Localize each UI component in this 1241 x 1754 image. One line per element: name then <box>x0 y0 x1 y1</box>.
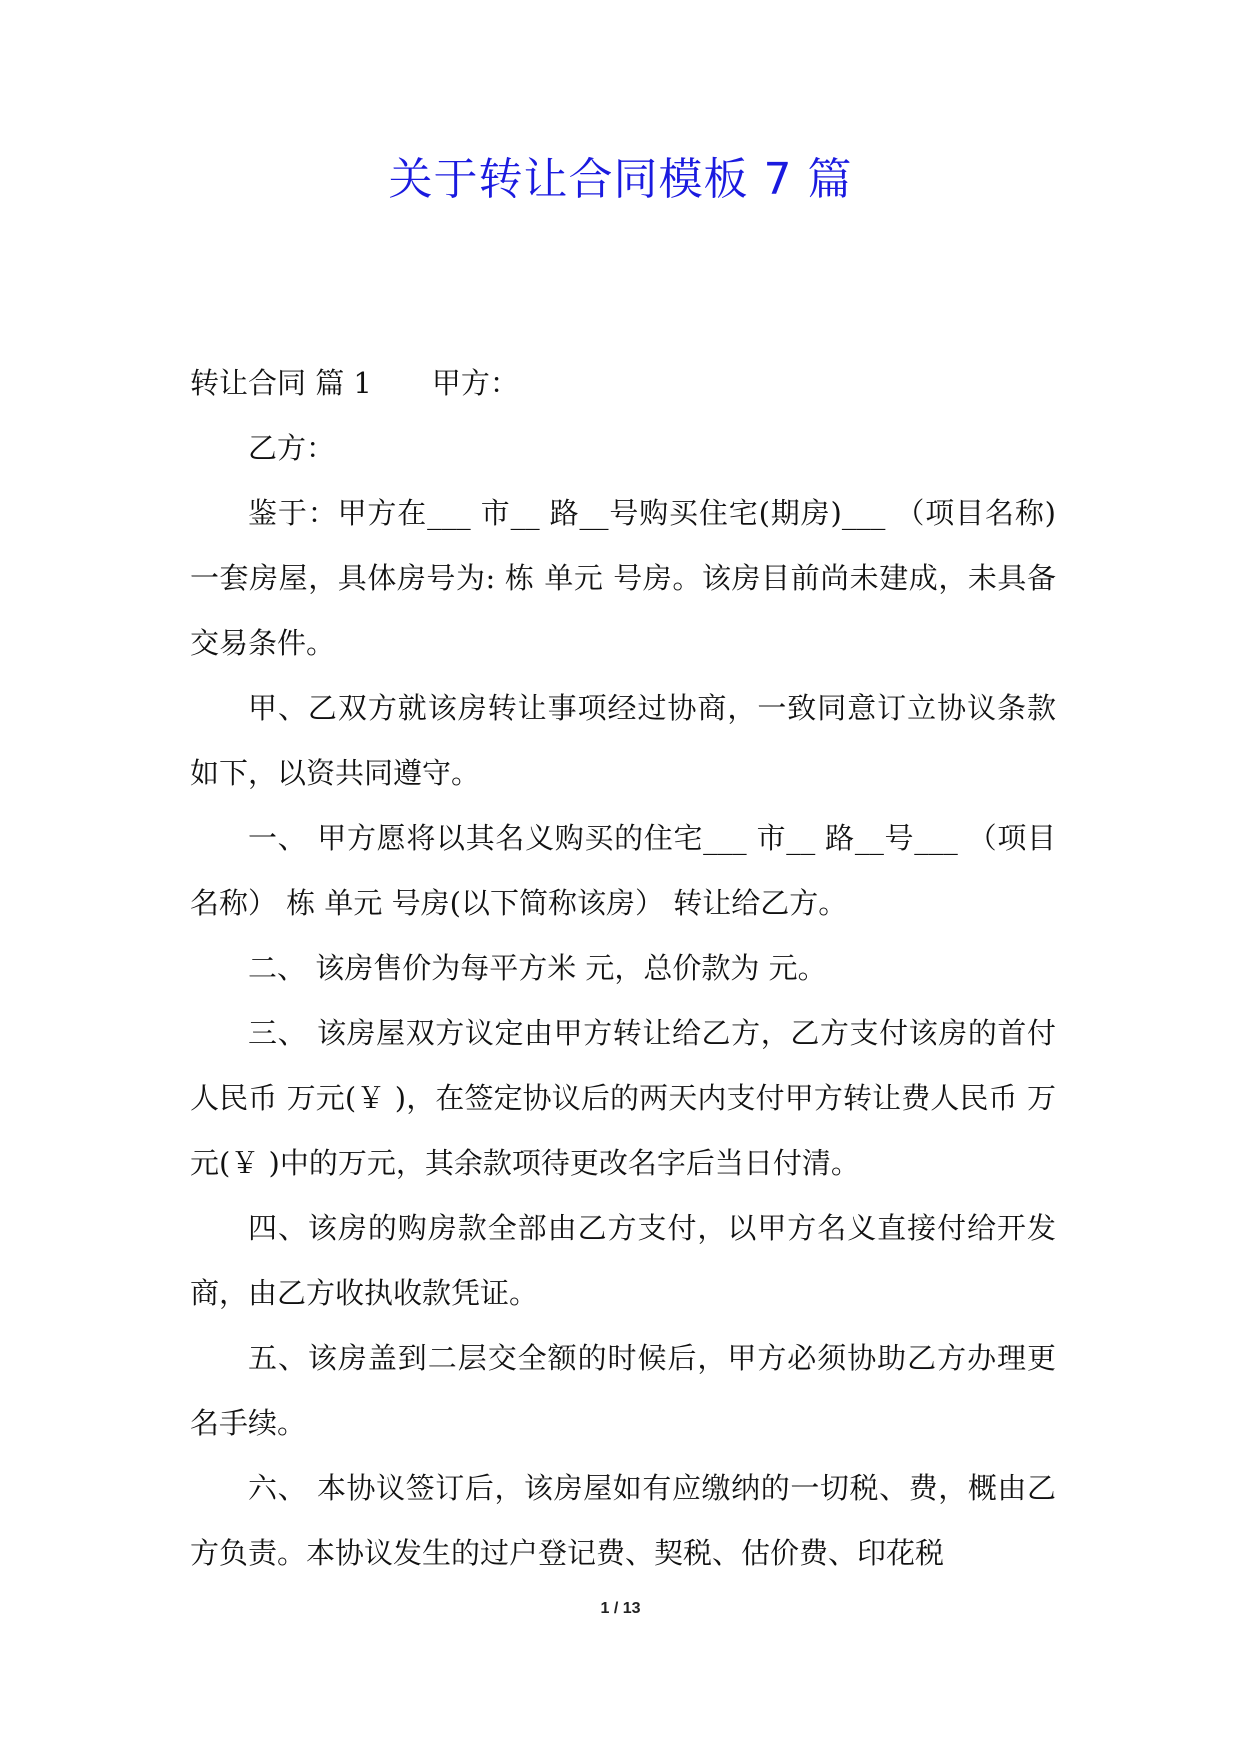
clause-5: 五、该房盖到二层交全额的时候后，甲方必须协助乙方办理更名手续。 <box>190 1341 1056 1440</box>
clause-3: 三、 该房屋双方议定由甲方转让给乙方，乙方支付该房的首付人民币 万元(￥ )，在签定协议后的两天内支付甲方转让费人民币 万元(￥ )中的万元，其余款项待更改名字后当日付清。 <box>190 1016 1056 1180</box>
clause-4: 四、该房的购房款全部由乙方支付，以甲方名义直接付给开发商，由乙方收执收款凭证。 <box>190 1211 1056 1310</box>
document-body <box>190 351 1056 1586</box>
clause-6: 六、 本协议签订后，该房屋如有应缴纳的一切税、费，概由乙方负责。本协议发生的过户登记费、契税、估价费、印花税 <box>190 1471 1056 1570</box>
paragraph-party-b: 乙方： <box>248 431 336 465</box>
document-title: 关于转让合同模板 7 篇 <box>388 154 853 205</box>
clause-1: 一、 甲方愿将以其名义购买的住宅___ 市__ 路__号___ （项目名称） 栋 单元 号房(以下简称该房） 转让给乙方。 <box>190 821 1056 920</box>
section-heading: 转让合同 篇 1 <box>190 366 372 400</box>
paragraph-agreement: 甲、乙双方就该房转让事项经过协商，一致同意订立协议条款如下，以资共同遵守。 <box>190 691 1056 790</box>
section-heading-line <box>190 351 1056 416</box>
clause-2: 二、 该房售价为每平方米 元，总价款为 元。 <box>248 951 827 985</box>
page-number: 1 / 13 <box>600 1600 641 1617</box>
party-a-label: 甲方： <box>431 366 519 400</box>
paragraph-whereas: 鉴于：甲方在___ 市__ 路__号购买住宅(期房)___ （项目名称)一套房屋，具体房号为: 栋 单元 号房。该房目前尚未建成，未具备交易条件。 <box>190 496 1056 660</box>
